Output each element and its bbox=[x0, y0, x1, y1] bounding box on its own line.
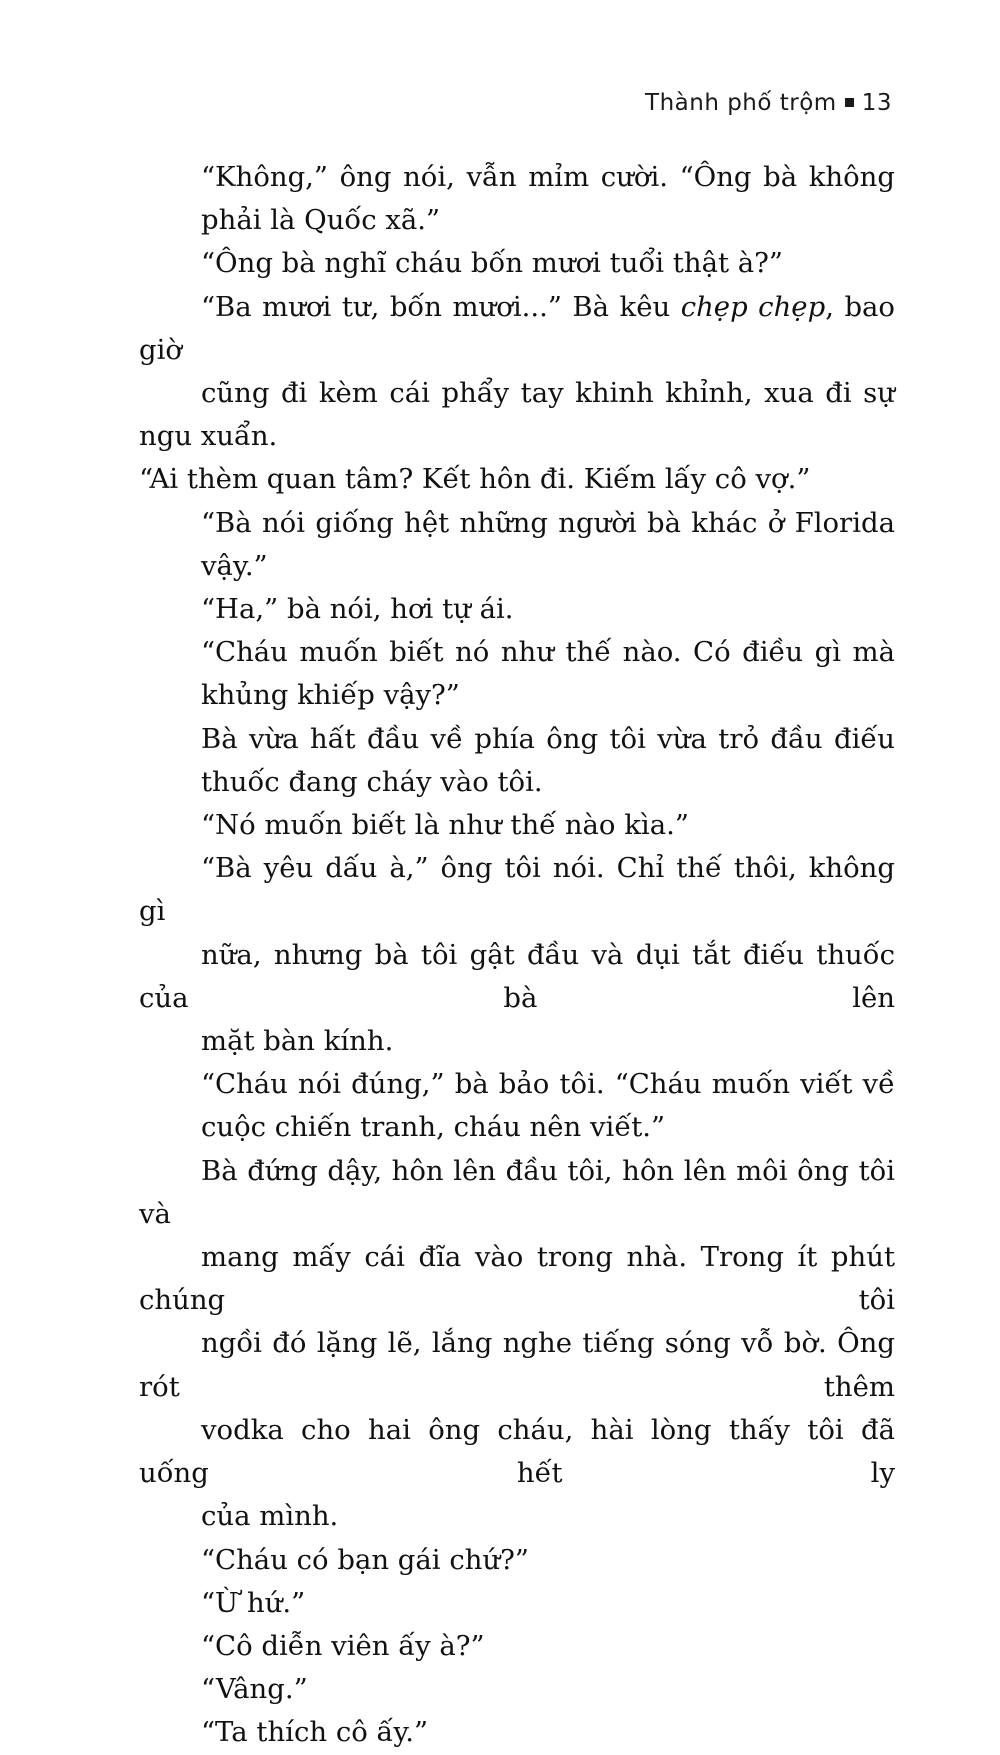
text-line: “Ừ hứ.” bbox=[201, 1586, 306, 1619]
paragraph bbox=[139, 1063, 895, 1149]
text-line: Bà đứng dậy, hôn lên đầu tôi, hôn lên môi ông tôi và bbox=[139, 1154, 895, 1230]
paragraph bbox=[139, 631, 895, 717]
running-header bbox=[645, 90, 892, 116]
text-line: ngồi đó lặng lẽ, lắng nghe tiếng sóng vỗ bờ. Ông rót thêm bbox=[139, 1327, 895, 1403]
paragraph bbox=[139, 1150, 895, 1539]
paragraph bbox=[139, 1668, 895, 1711]
text-line bbox=[139, 372, 895, 458]
italic-text: chẹp chẹp bbox=[680, 290, 826, 323]
text-line: vậy.” bbox=[201, 549, 268, 582]
paragraph bbox=[139, 1625, 895, 1668]
text-line: Bà vừa hất đầu về phía ông tôi vừa trỏ đầu điếu bbox=[201, 722, 895, 755]
paragraph bbox=[139, 804, 895, 847]
paragraph bbox=[139, 588, 895, 631]
text-line: khủng khiếp vậy?” bbox=[201, 679, 460, 712]
text-line bbox=[139, 286, 895, 372]
text-line: “Cháu muốn biết nó như thế nào. Có điều gì mà bbox=[201, 636, 895, 669]
text-line: mặt bàn kính. bbox=[201, 1025, 394, 1058]
paragraph bbox=[139, 458, 895, 501]
text-line: “Không,” ông nói, vẫn mỉm cười. “Ông bà không bbox=[201, 161, 895, 193]
text-line: “Cô diễn viên ấy à?” bbox=[201, 1629, 485, 1662]
text-line: “Ông bà nghĩ cháu bốn mươi tuổi thật à?” bbox=[201, 247, 783, 280]
paragraph bbox=[139, 242, 895, 285]
text-line: nữa, nhưng bà tôi gật đầu và dụi tắt điếu thuốc của bà lên bbox=[139, 938, 895, 1014]
paragraph bbox=[139, 286, 895, 459]
paragraph bbox=[139, 1582, 895, 1625]
text-line: “Cháu có bạn gái chứ?” bbox=[201, 1543, 529, 1576]
paragraph bbox=[139, 1711, 895, 1754]
text-line: của mình. bbox=[201, 1500, 339, 1533]
header-title: Thành phố trộm bbox=[645, 90, 837, 116]
text-line: cuộc chiến tranh, cháu nên viết.” bbox=[201, 1111, 666, 1144]
paragraph bbox=[139, 502, 895, 588]
text-line: thuốc đang cháy vào tôi. bbox=[201, 765, 543, 798]
bullet-separator-icon bbox=[845, 98, 854, 107]
paragraph bbox=[139, 847, 895, 1063]
text-line: vodka cho hai ông cháu, hài lòng thấy tôi đã uống hết ly bbox=[139, 1413, 895, 1490]
text-line: “Bà nói giống hệt những người bà khác ở Florida bbox=[201, 506, 895, 539]
text-line: mang mấy cái đĩa vào trong nhà. Trong ít phút chúng tôi bbox=[139, 1241, 895, 1317]
text-segment: “Ba mươi tư, bốn mươi...” Bà kêu bbox=[201, 290, 681, 323]
text-segment: , bao giờ bbox=[139, 290, 895, 366]
paragraph bbox=[139, 1539, 895, 1582]
text-line: “Ai thèm quan tâm? Kết hôn đi. Kiếm lấy cô vợ.” bbox=[139, 463, 811, 496]
text-line: “Vâng.” bbox=[201, 1673, 308, 1706]
text-line: phải là Quốc xã.” bbox=[201, 204, 441, 237]
text-line: “Bà yêu dấu à,” ông tôi nói. Chỉ thế thôi, không gì bbox=[139, 852, 895, 928]
text-line: “Ta thích cô ấy.” bbox=[201, 1716, 429, 1749]
paragraph bbox=[139, 718, 895, 804]
text-segment: cũng đi kèm cái phẩy tay khinh khỉnh, xua đi sự ngu xuẩn. bbox=[139, 377, 895, 453]
body-text bbox=[139, 156, 895, 1755]
paragraph bbox=[139, 156, 895, 242]
text-line: “Ha,” bà nói, hơi tự ái. bbox=[201, 593, 514, 626]
text-line: “Cháu nói đúng,” bà bảo tôi. “Cháu muốn viết về bbox=[201, 1068, 895, 1101]
page-number: 13 bbox=[861, 90, 892, 116]
text-line: “Nó muốn biết là như thế nào kìa.” bbox=[201, 809, 689, 842]
